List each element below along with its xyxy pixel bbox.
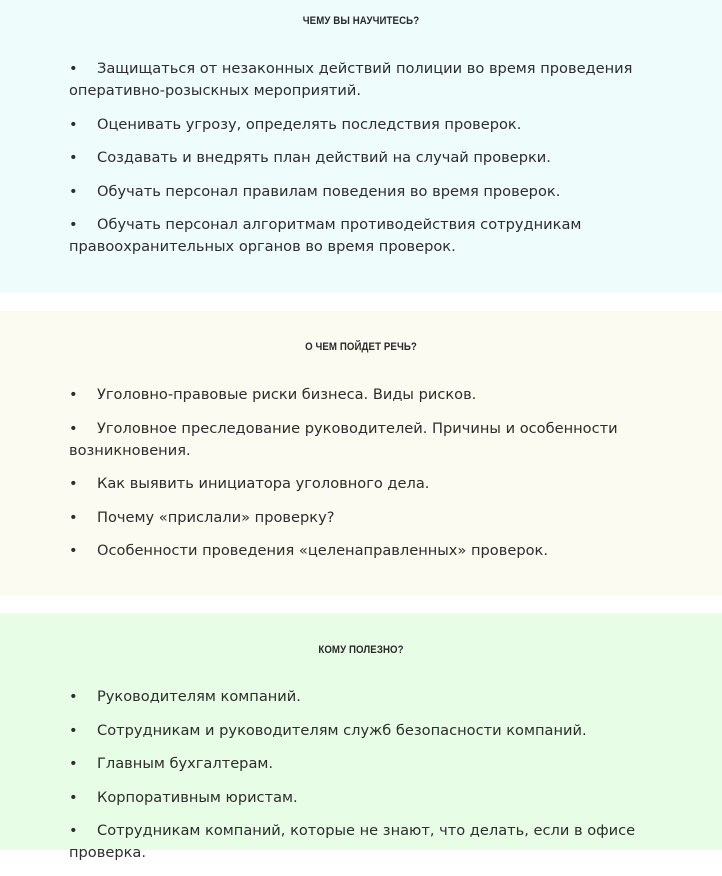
bullet-icon: • — [69, 822, 78, 839]
list-item-text: Руководителям компаний. — [97, 688, 301, 705]
bullet-list — [69, 58, 679, 270]
bullet-icon: • — [69, 508, 78, 526]
list-item — [69, 181, 679, 203]
bullet-list — [69, 384, 679, 574]
section-title: О ЧЕМ ПОЙДЕТ РЕЧЬ? — [305, 341, 417, 353]
list-item — [69, 787, 679, 809]
bullet-icon: • — [69, 688, 78, 705]
section-title: КОМУ ПОЛЕЗНО? — [318, 644, 404, 656]
list-item-text: Главным бухгалтерам. — [97, 755, 274, 772]
list-item-text: Оценивать угрозу, определять последствия проверок. — [97, 115, 522, 133]
list-item-text: Обучать персонал правилам поведения во время проверок. — [97, 182, 561, 200]
list-item-text: Особенности проведения «целенаправленных» проверок. — [97, 542, 548, 559]
list-item-text: Уголовно-правовые риски бизнеса. Виды рисков. — [97, 386, 477, 403]
list-item — [69, 540, 679, 562]
list-item — [69, 418, 679, 462]
list-item — [69, 753, 679, 775]
bullet-icon: • — [69, 788, 78, 806]
list-item — [69, 384, 679, 406]
bullet-icon: • — [69, 60, 78, 77]
list-item-text: Корпоративным юристам. — [97, 788, 298, 806]
bullet-icon: • — [69, 475, 78, 492]
section-topics — [0, 311, 722, 595]
bullet-icon: • — [69, 419, 78, 437]
list-item-text: Почему «прислали» проверку? — [97, 508, 335, 526]
list-item — [69, 686, 679, 708]
list-item-text: Создавать и внедрять план действий на случай проверки. — [97, 149, 551, 166]
list-item — [69, 473, 679, 495]
list-item — [69, 820, 679, 864]
list-item-text: Сотрудникам компаний, которые не знают, что делать, если в офисе проверка. — [69, 822, 636, 861]
bullet-icon: • — [69, 149, 78, 166]
list-item-text: Уголовное преследование руководителей. Причины и особенности возникновения. — [69, 419, 618, 459]
list-item — [69, 58, 679, 102]
list-item — [69, 114, 679, 136]
list-item — [69, 507, 679, 529]
list-item — [69, 720, 679, 742]
list-item — [69, 214, 679, 258]
list-item-text: Защищаться от незаконных действий полиции во время проведения оперативно-розыскных мероприятий. — [69, 60, 633, 99]
bullet-icon: • — [69, 386, 78, 403]
list-item — [69, 147, 679, 169]
bullet-icon: • — [69, 115, 78, 133]
section-what-you-learn — [0, 0, 722, 293]
bullet-icon: • — [69, 755, 78, 772]
list-item-text: Обучать персонал алгоритмам противодействия сотрудникам правоохранительных органов во время проверок. — [69, 216, 582, 255]
bullet-icon: • — [69, 182, 78, 200]
bullet-icon: • — [69, 721, 78, 739]
bullet-icon: • — [69, 542, 78, 559]
bullet-list — [69, 686, 679, 876]
section-title: ЧЕМУ ВЫ НАУЧИТЕСЬ? — [302, 15, 420, 27]
list-item-text: Сотрудникам и руководителям служб безопасности компаний. — [97, 721, 587, 739]
list-item-text: Как выявить инициатора уголовного дела. — [97, 475, 430, 492]
section-audience — [0, 613, 722, 861]
bullet-icon: • — [69, 216, 78, 233]
